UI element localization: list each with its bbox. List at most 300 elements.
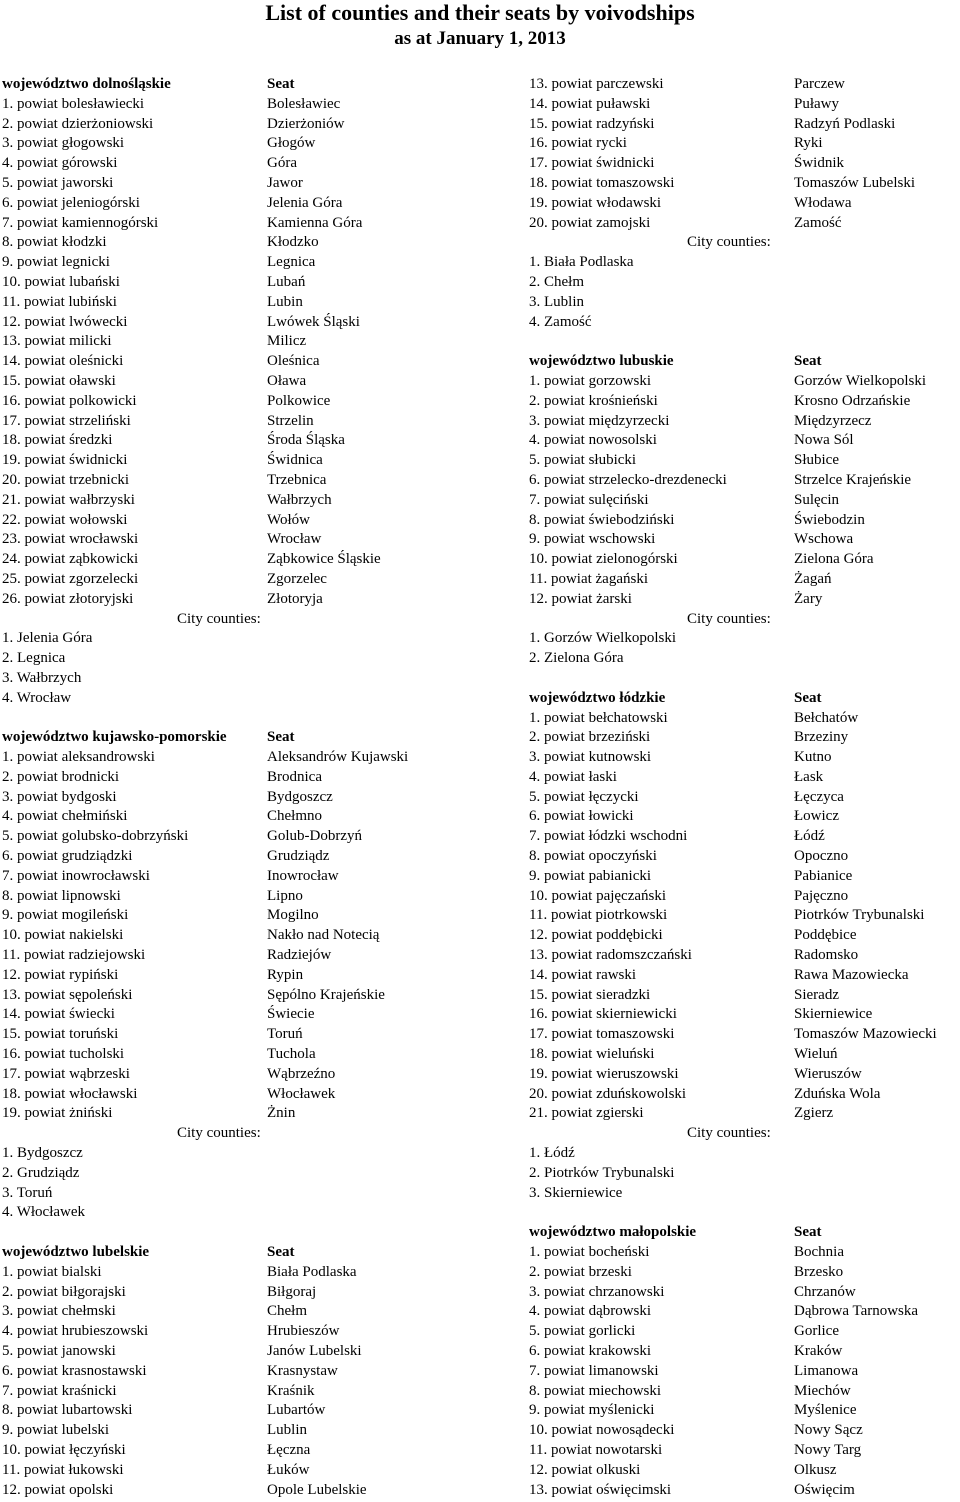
county-seat: Opoczno: [794, 848, 849, 865]
county-name: 11. powiat żagański: [529, 570, 648, 587]
county-name: 12. powiat rypiński: [2, 966, 119, 983]
county-seat: Hrubieszów: [267, 1323, 340, 1340]
table-row: [2, 867, 472, 887]
county-seat: Lubań: [267, 273, 306, 290]
county-name: 16. powiat tucholski: [2, 1046, 125, 1063]
county-name: 15. powiat toruński: [2, 1026, 119, 1043]
county-name: 1. Gorzów Wielkopolski: [529, 630, 677, 647]
seat-column-header: Seat: [267, 76, 295, 92]
table-row: [2, 1382, 472, 1402]
county-seat: Mogilno: [267, 907, 319, 924]
table-row: [2, 1104, 472, 1124]
table-row: [2, 1144, 472, 1164]
subheading-label: City counties:: [177, 1125, 261, 1142]
county-seat: Inowrocław: [267, 867, 339, 884]
county-name: 7. powiat limanowski: [529, 1362, 659, 1379]
voivodship-name: województwo lubuskie: [529, 353, 674, 370]
table-row: [2, 748, 472, 768]
table-row: [2, 1025, 472, 1045]
county-seat: Aleksandrów Kujawski: [267, 749, 409, 766]
county-name: 3. powiat głogowski: [2, 135, 125, 152]
county-name: 13. powiat radomszczański: [529, 947, 692, 964]
county-name: 10. powiat nakielski: [2, 927, 124, 944]
county-seat: Tomaszów Mazowiecki: [794, 1026, 937, 1043]
table-row: [529, 926, 960, 946]
county-name: 7. powiat sulęciński: [529, 491, 649, 508]
county-name: 20. powiat trzebnicki: [2, 471, 130, 488]
county-seat: Słubice: [794, 452, 839, 469]
county-name: 4. powiat chełmiński: [2, 808, 128, 825]
county-name: 2. Grudziądz: [2, 1164, 80, 1181]
table-row: [529, 986, 960, 1006]
table-row: [529, 392, 960, 412]
county-name: 10. powiat nowosądecki: [529, 1422, 675, 1439]
county-seat: Kraków: [794, 1343, 843, 1359]
voivodship-header: [2, 75, 472, 95]
county-name: 4. Włocławek: [2, 1204, 86, 1221]
city-counties-heading: [529, 233, 960, 253]
county-seat: Miechów: [794, 1382, 851, 1399]
table-row: [2, 1481, 472, 1501]
table-row: [529, 570, 960, 590]
county-name: 2. powiat krośnieński: [529, 392, 658, 409]
county-seat: Limanowa: [794, 1362, 859, 1379]
table-row: [529, 293, 960, 313]
table-row: [2, 926, 472, 946]
county-name: 18. powiat włocławski: [2, 1085, 138, 1102]
county-name: 5. powiat łęczycki: [529, 788, 639, 805]
county-seat: Piotrków Trybunalski: [794, 907, 925, 924]
county-seat: Lublin: [267, 1422, 307, 1439]
county-name: 19. powiat żniński: [2, 1105, 113, 1122]
table-row: [529, 372, 960, 392]
county-name: 2. powiat brodnicki: [2, 768, 120, 785]
county-seat: Radziejów: [267, 947, 332, 964]
county-seat: Olkusz: [794, 1461, 837, 1478]
county-name: 12. powiat żarski: [529, 590, 632, 607]
county-name: 12. powiat poddębicki: [529, 927, 663, 944]
county-name: 9. powiat myślenicki: [529, 1402, 655, 1419]
table-row: [529, 75, 960, 95]
table-row: [529, 867, 960, 887]
county-name: 6. powiat krasnostawski: [2, 1362, 147, 1379]
county-seat: Sępólno Krajeńskie: [267, 986, 385, 1003]
table-row: [529, 134, 960, 154]
table-row: [529, 1005, 960, 1025]
county-name: 11. powiat nowotarski: [529, 1441, 663, 1458]
county-name: 10. powiat łęczyński: [2, 1441, 126, 1458]
table-row: [529, 253, 960, 273]
table-row: [529, 174, 960, 194]
table-row: [2, 313, 472, 333]
county-name: 5. powiat jaworski: [2, 174, 114, 191]
county-seat: Radomsko: [794, 947, 859, 964]
county-name: 4. powiat nowosolski: [529, 432, 657, 449]
subheading-label: City counties:: [177, 610, 261, 627]
county-name: 19. powiat włodawski: [529, 194, 662, 211]
county-seat: Świebodzin: [794, 511, 865, 528]
county-seat: Janów Lubelski: [267, 1343, 362, 1359]
table-row: [529, 906, 960, 926]
county-name: 1. powiat bolesławiecki: [2, 95, 145, 112]
county-seat: Brzeziny: [794, 729, 849, 746]
table-row: [2, 471, 472, 491]
county-name: 6. powiat jeleniogórski: [2, 194, 140, 211]
table-row: [2, 1401, 472, 1421]
county-seat: Poddębice: [794, 927, 857, 944]
county-seat: Legnica: [267, 254, 316, 271]
county-name: 6. powiat grudziądzki: [2, 848, 133, 865]
table-row: [529, 1342, 960, 1362]
county-seat: Milicz: [267, 333, 307, 350]
table-row: [2, 95, 472, 115]
table-row: [529, 471, 960, 491]
county-seat: Kłodzko: [267, 234, 319, 251]
county-name: 18. powiat średzki: [2, 432, 113, 449]
table-row: [2, 946, 472, 966]
county-seat: Gorlice: [794, 1323, 839, 1340]
voivodship-name: województwo lubelskie: [2, 1244, 150, 1261]
table-row: [2, 233, 472, 253]
county-seat: Świecie: [267, 1006, 315, 1023]
county-seat: Łuków: [267, 1461, 310, 1478]
county-seat: Ryki: [794, 135, 823, 152]
county-seat: Nowy Targ: [794, 1441, 862, 1458]
table-row: [529, 649, 960, 669]
county-name: 2. powiat brzeski: [529, 1263, 632, 1280]
table-row: [2, 1461, 472, 1481]
table-row: [2, 1362, 472, 1382]
table-row: [529, 273, 960, 293]
county-name: 9. powiat legnicki: [2, 254, 110, 271]
table-row: [2, 511, 472, 531]
county-seat: Zduńska Wola: [794, 1085, 881, 1102]
table-row: [2, 293, 472, 313]
county-seat: Myślenice: [794, 1402, 857, 1419]
county-seat: Kutno: [794, 749, 832, 766]
county-seat: Pabianice: [794, 867, 853, 884]
county-name: 8. powiat opoczyński: [529, 848, 657, 865]
county-name: 7. powiat kraśnicki: [2, 1382, 117, 1399]
subheading-label: City counties:: [687, 1125, 771, 1142]
table-row: [2, 1164, 472, 1184]
county-seat: Lipno: [267, 887, 303, 904]
table-row: [2, 827, 472, 847]
county-seat: Zgierz: [794, 1105, 834, 1122]
county-name: 4. powiat łaski: [529, 768, 617, 785]
table-row: [529, 1184, 960, 1204]
county-name: 3. Wałbrzych: [2, 669, 82, 686]
county-name: 11. powiat lubiński: [2, 293, 117, 310]
county-name: 2. powiat dzierżoniowski: [2, 115, 154, 132]
right-column: [529, 75, 960, 1500]
table-row: [2, 649, 472, 669]
city-counties-heading: [529, 1124, 960, 1144]
voivodship-header: [529, 689, 960, 709]
county-seat: Łódź: [794, 828, 825, 845]
county-name: 12. powiat opolski: [2, 1481, 114, 1498]
county-name: 1. powiat bialski: [2, 1263, 102, 1280]
table-row: [2, 1342, 472, 1362]
county-name: 6. powiat strzelecko-drezdenecki: [529, 471, 727, 488]
county-name: 3. Skierniewice: [529, 1184, 623, 1201]
county-name: 1. powiat aleksandrowski: [2, 749, 155, 766]
table-row: [2, 1045, 472, 1065]
table-row: [2, 887, 472, 907]
table-row: [2, 1441, 472, 1461]
table-row: [529, 1085, 960, 1105]
table-row: [529, 511, 960, 531]
county-name: 15. powiat oławski: [2, 372, 116, 389]
county-name: 2. Zielona Góra: [529, 650, 624, 667]
table-row: [2, 392, 472, 412]
county-name: 5. powiat słubicki: [529, 452, 637, 469]
county-seat: Oleśnica: [267, 353, 320, 370]
county-name: 4. powiat górowski: [2, 155, 118, 172]
county-seat: Wschowa: [794, 531, 854, 548]
table-row: [2, 1302, 472, 1322]
county-seat: Krasnystaw: [267, 1362, 338, 1379]
county-seat: Włocławek: [267, 1085, 336, 1102]
county-seat: Łęczna: [267, 1441, 311, 1458]
county-seat: Sieradz: [794, 986, 839, 1003]
table-row: [529, 431, 960, 451]
county-name: 19. powiat wieruszowski: [529, 1065, 679, 1082]
table-row: [529, 1025, 960, 1045]
table-row: [529, 887, 960, 907]
table-row: [529, 1441, 960, 1461]
county-seat: Jelenia Góra: [267, 194, 343, 211]
county-seat: Oława: [267, 372, 307, 389]
table-row: [529, 1104, 960, 1124]
table-row: [529, 451, 960, 471]
voivodship-name: województwo łódzkie: [529, 689, 666, 706]
table-row: [2, 570, 472, 590]
seat-column-header: Seat: [794, 353, 822, 370]
county-name: 1. Biała Podlaska: [529, 254, 634, 271]
county-name: 15. powiat radzyński: [529, 115, 655, 132]
county-name: 2. Chełm: [529, 273, 584, 290]
table-row: [529, 1263, 960, 1283]
county-name: 6. powiat krakowski: [529, 1343, 652, 1359]
subheading-label: City counties:: [687, 610, 771, 627]
table-row: [529, 946, 960, 966]
seat-column-header: Seat: [267, 729, 295, 746]
county-name: 2. powiat biłgorajski: [2, 1283, 126, 1300]
table-row: [2, 1005, 472, 1025]
county-seat: Łowicz: [794, 808, 839, 825]
county-name: 3. powiat kutnowski: [529, 749, 652, 766]
table-row: [2, 253, 472, 273]
county-name: 11. powiat piotrkowski: [529, 907, 668, 924]
county-seat: Golub-Dobrzyń: [267, 828, 362, 845]
county-name: 5. powiat gorlicki: [529, 1323, 636, 1340]
county-name: 7. powiat inowrocławski: [2, 867, 150, 884]
county-name: 15. powiat sieradzki: [529, 986, 651, 1003]
table-row: [2, 1203, 472, 1223]
section-spacer: [529, 669, 960, 689]
table-row: [529, 768, 960, 788]
county-name: 10. powiat lubański: [2, 273, 120, 290]
county-seat: Lwówek Śląski: [267, 313, 360, 330]
county-name: 2. Piotrków Trybunalski: [529, 1164, 675, 1181]
section-spacer: [529, 1203, 960, 1223]
county-name: 1. Jelenia Góra: [2, 630, 93, 647]
subheading-label: City counties:: [687, 234, 771, 251]
county-seat: Brzesko: [794, 1263, 844, 1280]
table-row: [2, 372, 472, 392]
county-seat: Rawa Mazowiecka: [794, 966, 909, 983]
county-seat: Złotoryja: [267, 590, 323, 607]
table-row: [2, 273, 472, 293]
county-seat: Sulęcin: [794, 491, 839, 508]
county-name: 17. powiat tomaszowski: [529, 1026, 675, 1043]
table-row: [2, 154, 472, 174]
table-row: [529, 847, 960, 867]
table-row: [529, 1481, 960, 1501]
county-seat: Brodnica: [267, 768, 322, 785]
table-row: [529, 1382, 960, 1402]
table-row: [529, 1065, 960, 1085]
county-name: 3. powiat międzyrzecki: [529, 412, 670, 429]
voivodship-header: [2, 728, 472, 748]
county-name: 18. powiat wieluński: [529, 1046, 655, 1063]
county-name: 10. powiat zielonogórski: [529, 551, 678, 568]
county-seat: Kamienna Góra: [267, 214, 363, 231]
county-name: 12. powiat olkuski: [529, 1461, 641, 1478]
county-seat: Chełmno: [267, 808, 322, 825]
county-seat: Góra: [267, 155, 297, 172]
table-row: [2, 689, 472, 709]
table-row: [2, 590, 472, 610]
table-row: [2, 115, 472, 135]
county-name: 12. powiat lwówecki: [2, 313, 128, 330]
voivodship-name: województwo kujawsko-pomorskie: [2, 729, 227, 746]
county-name: 4. Zamość: [529, 313, 592, 330]
county-name: 14. powiat oleśnicki: [2, 353, 124, 370]
county-seat: Wąbrzeźno: [267, 1065, 336, 1082]
county-name: 3. Lublin: [529, 293, 584, 310]
county-seat: Wieruszów: [794, 1065, 862, 1082]
title-main: List of counties and their seats by voivodships: [265, 0, 695, 25]
county-name: 21. powiat zgierski: [529, 1105, 644, 1122]
county-name: 4. Wrocław: [2, 689, 72, 706]
voivodship-header: [529, 352, 960, 372]
table-row: [529, 966, 960, 986]
county-name: 19. powiat świdnicki: [2, 452, 128, 469]
table-row: [2, 352, 472, 372]
seat-column-header: Seat: [267, 1244, 295, 1261]
county-name: 8. powiat świebodziński: [529, 511, 675, 528]
table-row: [529, 313, 960, 333]
county-seat: Skierniewice: [794, 1006, 873, 1023]
table-row: [529, 95, 960, 115]
table-row: [529, 748, 960, 768]
county-name: 2. Legnica: [2, 650, 66, 667]
table-row: [2, 1065, 472, 1085]
table-row: [529, 827, 960, 847]
county-name: 20. powiat zamojski: [529, 214, 651, 231]
county-seat: Jawor: [267, 174, 303, 191]
county-seat: Głogów: [267, 135, 316, 152]
county-seat: Łask: [794, 768, 824, 785]
county-seat: Polkowice: [267, 392, 331, 409]
table-row: [529, 491, 960, 511]
table-row: [2, 847, 472, 867]
table-row: [529, 1421, 960, 1441]
table-row: [529, 115, 960, 135]
county-name: 22. powiat wołowski: [2, 511, 128, 528]
table-row: [529, 154, 960, 174]
title-date: as at January 1, 2013: [394, 28, 566, 49]
county-seat: Biała Podlaska: [267, 1263, 357, 1280]
county-name: 20. powiat zduńskowolski: [529, 1085, 687, 1102]
county-name: 24. powiat ząbkowicki: [2, 551, 139, 568]
county-seat: Dzierżoniów: [267, 115, 345, 132]
table-row: [2, 1283, 472, 1303]
table-row: [2, 530, 472, 550]
table-row: [2, 807, 472, 827]
county-seat: Zamość: [794, 214, 842, 231]
county-seat: Krosno Odrzańskie: [794, 392, 911, 409]
county-seat: Trzebnica: [267, 471, 327, 488]
seat-column-header: Seat: [794, 1224, 822, 1241]
county-name: 3. powiat chrzanowski: [529, 1283, 665, 1300]
table-row: [529, 629, 960, 649]
county-name: 1. powiat bełchatowski: [529, 709, 668, 726]
county-seat: Strzelce Krajeńskie: [794, 471, 912, 488]
county-name: 5. powiat golubsko-dobrzyński: [2, 828, 189, 845]
table-row: [529, 1401, 960, 1421]
table-row: [529, 1164, 960, 1184]
table-row: [529, 194, 960, 214]
county-name: 7. powiat kamiennogórski: [2, 214, 159, 231]
table-row: [2, 1421, 472, 1441]
table-row: [2, 1322, 472, 1342]
table-row: [529, 807, 960, 827]
city-counties-heading: [529, 610, 960, 630]
county-name: 26. powiat złotoryjski: [2, 590, 134, 607]
county-seat: Bydgoszcz: [267, 788, 333, 805]
county-name: 13. powiat oświęcimski: [529, 1481, 672, 1498]
county-name: 17. powiat strzeliński: [2, 412, 131, 429]
table-row: [529, 1283, 960, 1303]
county-name: 8. powiat kłodzki: [2, 234, 107, 251]
county-name: 4. powiat dąbrowski: [529, 1303, 652, 1320]
county-seat: Wołów: [267, 511, 310, 528]
county-seat: Zgorzelec: [267, 570, 327, 587]
county-seat: Chełm: [267, 1303, 307, 1320]
table-row: [2, 986, 472, 1006]
county-seat: Międzyrzecz: [794, 412, 872, 429]
county-seat: Oświęcim: [794, 1481, 855, 1498]
county-name: 7. powiat łódzki wschodni: [529, 828, 688, 845]
table-row: [529, 728, 960, 748]
table-row: [2, 1085, 472, 1105]
county-name: 8. powiat lipnowski: [2, 887, 121, 904]
voivodship-header: [2, 1243, 472, 1263]
county-seat: Wieluń: [794, 1046, 838, 1063]
table-row: [2, 194, 472, 214]
county-seat: Toruń: [267, 1026, 303, 1043]
county-seat: Ząbkowice Śląskie: [267, 551, 381, 568]
county-name: 10. powiat pajęczański: [529, 887, 667, 904]
county-name: 14. powiat świecki: [2, 1006, 115, 1023]
table-row: [529, 1362, 960, 1382]
table-row: [2, 966, 472, 986]
county-name: 14. powiat puławski: [529, 95, 651, 112]
table-row: [2, 431, 472, 451]
